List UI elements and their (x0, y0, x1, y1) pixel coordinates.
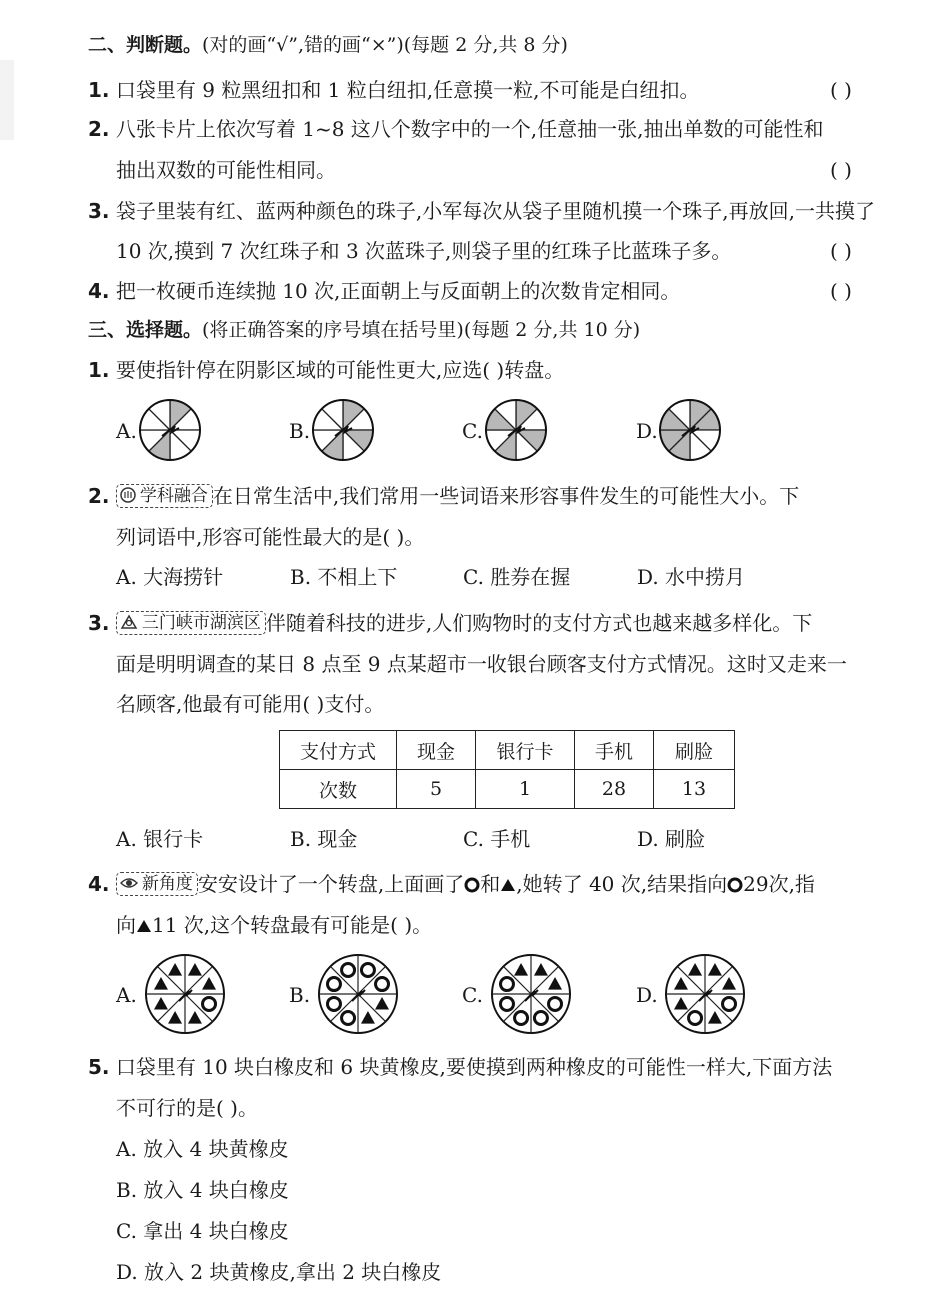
section-3-heading (88, 316, 640, 344)
spinner-q4-b[interactable] (318, 954, 400, 1036)
spinner-q4-c[interactable] (491, 954, 573, 1036)
question-text: 口袋里有 10 块白橡皮和 6 块黄橡皮,要使摸到两种橡皮的可能性一样大,下面方法 (115, 1055, 833, 1079)
table-cell: 13 (654, 770, 735, 809)
question-text: 安安设计了一个转盘,上面画了 (197, 872, 465, 896)
spinner-q1-d[interactable] (659, 399, 723, 463)
question-number: 2. (88, 484, 110, 508)
subject-fusion-tag (116, 484, 213, 508)
table-cell: 1 (476, 770, 575, 809)
question-text: ,她转了 40 次,结果指向 (516, 872, 728, 896)
spinner-q1-b[interactable] (312, 399, 376, 463)
answer-blank[interactable]: ( ) (830, 279, 852, 303)
question-text: 伴随着科技的进步,人们购物时的支付方式也越来越多样化。下 (265, 611, 813, 635)
question-text-cont: 不可行的是( )。 (116, 1096, 258, 1120)
section-2-note: (对的画“√”,错的画“×”)(每题 2 分,共 8 分) (202, 34, 568, 56)
question-text: 在日常生活中,我们常用一些词语来形容事件发生的可能性大小。下 (212, 484, 800, 508)
answer-blank[interactable]: ( ) (830, 78, 852, 102)
section-3-title: 三、选择题。 (88, 319, 203, 341)
page-edge-shadow (0, 60, 14, 140)
question-text-cont: 抽出双数的可能性相同。 (116, 158, 336, 182)
triangle-symbol-icon (136, 918, 152, 934)
circle-symbol-icon (727, 877, 743, 893)
tag-label: 三门峡市湖滨区 (141, 613, 261, 633)
question-number: 3. (88, 199, 110, 223)
spinner-option-label[interactable]: A. (116, 419, 137, 443)
spinner-q4-a[interactable] (145, 954, 227, 1036)
question-text: 要使指针停在阴影区域的可能性更大,应选( )转盘。 (115, 358, 565, 382)
triangle-symbol-icon (500, 877, 516, 893)
question-number: 4. (88, 872, 110, 896)
s3-q4 (88, 870, 815, 898)
table-cell: 支付方式 (280, 731, 397, 770)
table-cell: 5 (397, 770, 476, 809)
option-c[interactable]: C. 胜券在握 (463, 565, 571, 589)
spinner-option-label[interactable]: B. (289, 419, 311, 443)
answer-blank[interactable]: ( ) (830, 239, 852, 263)
question-number: 1. (88, 78, 110, 102)
option-b[interactable]: B. 不相上下 (290, 565, 398, 589)
spinner-option-label[interactable]: B. (289, 983, 311, 1007)
question-number: 2. (88, 117, 110, 141)
option-a[interactable]: A. 大海捞针 (116, 565, 224, 589)
table-cell: 现金 (397, 731, 476, 770)
table-cell: 次数 (280, 770, 397, 809)
s3-q1 (88, 356, 564, 384)
s2-q1 (88, 76, 699, 104)
option-d[interactable]: D. 刷脸 (637, 827, 706, 851)
s3-q5 (88, 1053, 832, 1081)
question-text: 和 (480, 872, 501, 896)
section-2-title: 二、判断题。 (88, 34, 203, 56)
question-text: 29次,指 (743, 872, 815, 896)
option-c[interactable]: C. 手机 (463, 827, 531, 851)
question-text: 八张卡片上依次写着 1~8 这八个数字中的一个,任意抽一张,抽出单数的可能性和 (115, 117, 824, 141)
s2-q3 (88, 197, 875, 225)
answer-blank[interactable]: ( ) (830, 158, 852, 182)
table-row (280, 770, 735, 809)
s2-q4 (88, 277, 680, 305)
question-number: 5. (88, 1055, 110, 1079)
s3-q3 (88, 609, 812, 637)
option-a[interactable]: A. 放入 4 块黄橡皮 (116, 1137, 289, 1161)
question-number: 3. (88, 611, 110, 635)
payment-table (279, 730, 735, 809)
table-header-row (280, 731, 735, 770)
s3-q2 (88, 482, 799, 510)
question-text: 袋子里装有红、蓝两种颜色的珠子,小军每次从袋子里随机摸一个珠子,再放回,一共摸了 (115, 199, 875, 223)
spinner-q1-a[interactable] (139, 399, 203, 463)
table-cell: 银行卡 (476, 731, 575, 770)
s3-q4-cont (116, 911, 432, 939)
s2-q2 (88, 115, 824, 143)
question-text-cont: 面是明明调查的某日 8 点至 9 点某超市一收银台顾客支付方式情况。这时又走来一 (116, 652, 847, 676)
question-text-cont: 名顾客,他最有可能用( )支付。 (116, 692, 385, 716)
section-2-heading (88, 31, 568, 59)
circle-symbol-icon (464, 877, 480, 893)
location-pin-icon (119, 613, 139, 631)
spinner-q1-c[interactable] (485, 399, 549, 463)
option-d[interactable]: D. 水中捞月 (637, 565, 746, 589)
question-number: 1. (88, 358, 110, 382)
question-number: 4. (88, 279, 110, 303)
option-b[interactable]: B. 现金 (290, 827, 358, 851)
fusion-icon (119, 486, 137, 504)
question-text: 口袋里有 9 粒黑纽扣和 1 粒白纽扣,任意摸一粒,不可能是白纽扣。 (115, 78, 700, 102)
eye-icon (119, 874, 139, 892)
location-tag (116, 611, 266, 635)
tag-label: 学科融合 (139, 486, 208, 506)
spinner-option-label[interactable]: C. (462, 983, 483, 1007)
option-a[interactable]: A. 银行卡 (116, 827, 204, 851)
spinner-q4-d[interactable] (665, 954, 747, 1036)
option-b[interactable]: B. 放入 4 块白橡皮 (116, 1178, 289, 1202)
question-text: 11 次,这个转盘最有可能是( )。 (152, 913, 433, 937)
spinner-option-label[interactable]: A. (116, 983, 137, 1007)
section-3-note: (将正确答案的序号填在括号里)(每题 2 分,共 10 分) (202, 319, 641, 341)
spinner-option-label[interactable]: D. (636, 983, 658, 1007)
question-text: 向 (116, 913, 136, 937)
table-cell: 手机 (575, 731, 654, 770)
new-angle-tag (116, 872, 198, 896)
tag-label: 新角度 (141, 874, 193, 894)
question-text-cont: 列词语中,形容可能性最大的是( )。 (116, 525, 425, 549)
question-text: 把一枚硬币连续抛 10 次,正面朝上与反面朝上的次数肯定相同。 (115, 279, 681, 303)
spinner-option-label[interactable]: C. (462, 419, 483, 443)
question-text-cont: 10 次,摸到 7 次红珠子和 3 次蓝珠子,则袋子里的红珠子比蓝珠子多。 (116, 239, 732, 263)
table-cell: 刷脸 (654, 731, 735, 770)
spinner-option-label[interactable]: D. (636, 419, 658, 443)
option-d[interactable]: D. 放入 2 块黄橡皮,拿出 2 块白橡皮 (116, 1260, 442, 1284)
option-c[interactable]: C. 拿出 4 块白橡皮 (116, 1219, 289, 1243)
table-cell: 28 (575, 770, 654, 809)
